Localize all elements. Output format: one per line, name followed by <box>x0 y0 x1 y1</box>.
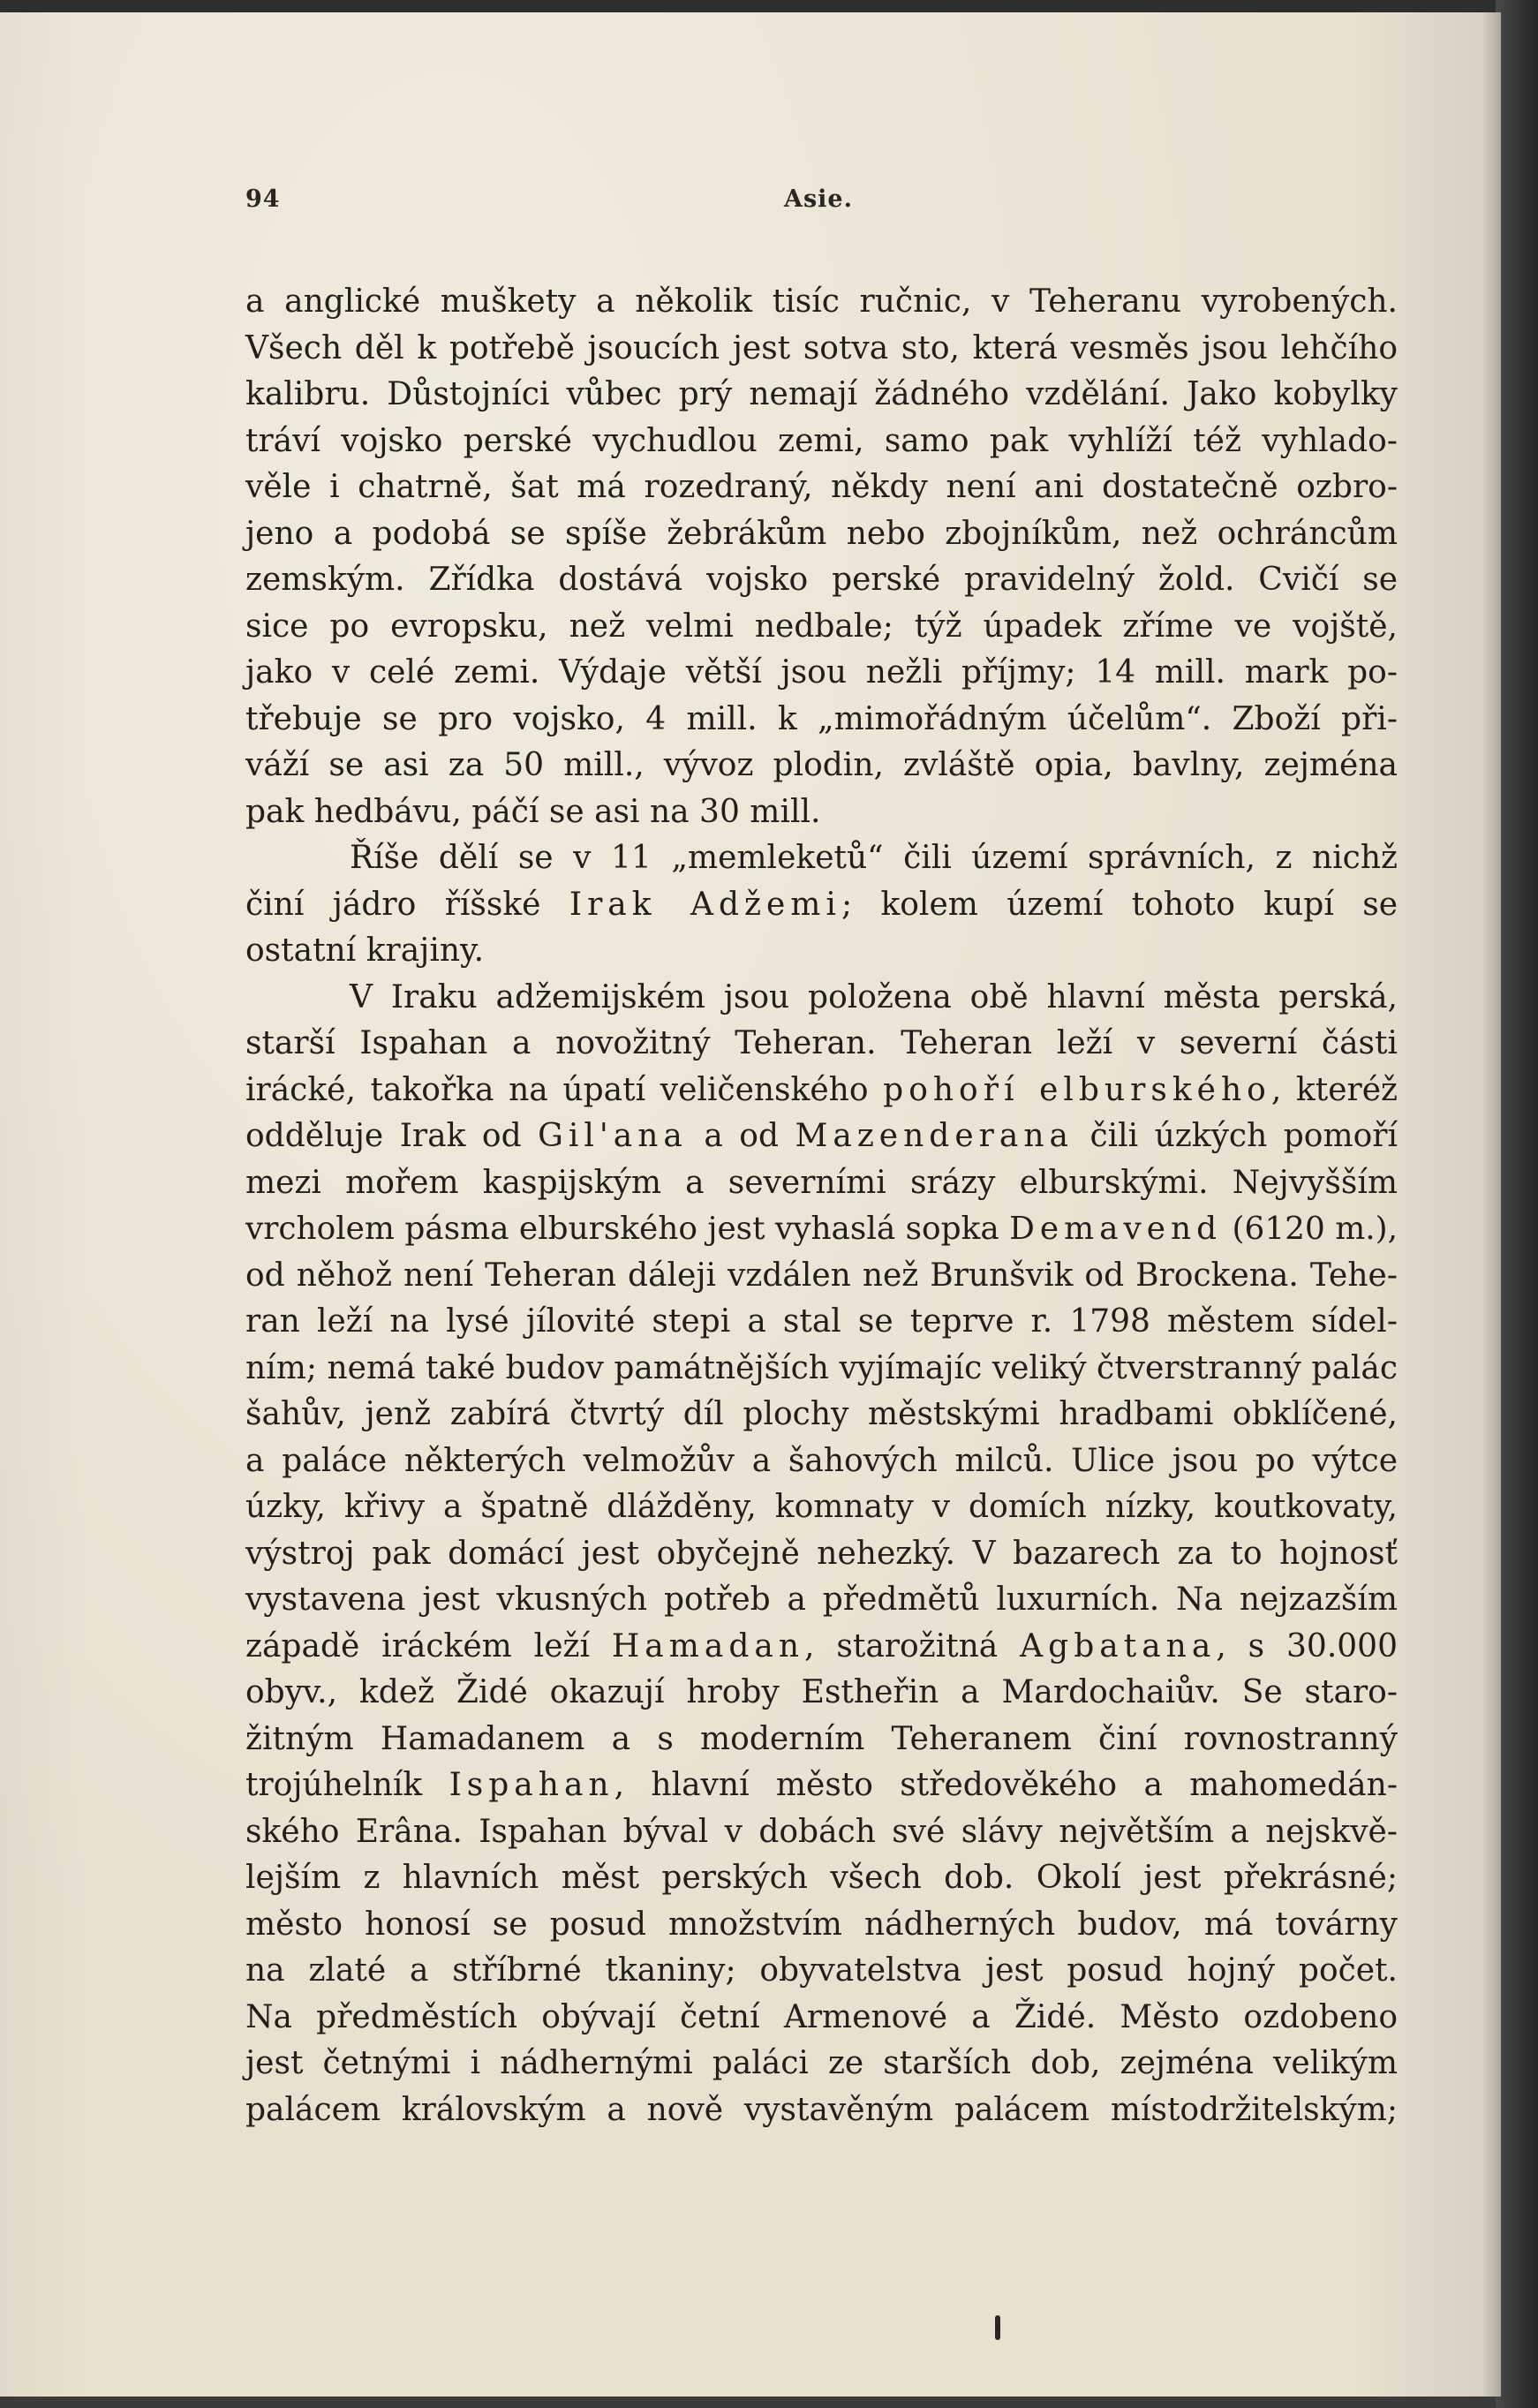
text-line: jako v celé zemi. Výdaje větší jsou nežli příjmy; 14 mill. mark po- <box>245 654 1398 691</box>
body-text <box>245 279 1398 2133</box>
text-line: obyv., kdež Židé okazují hroby Estheřin a Mardochaiův. Se staro- <box>245 1674 1398 1710</box>
text-line: západě iráckém leží Hamadan, starožitná Agbatana, s 30.000 <box>245 1627 1398 1664</box>
paragraph-start-line: V Iraku adžemijském jsou položena obě hlavní města perská, <box>350 978 1398 1015</box>
text-line: odděluje Irak od Gil'ana a od Mazenderana čili úzkých pomoří <box>245 1118 1399 1154</box>
text-line: a paláce některých velmožův a šahových milců. Ulice jsou po výtce <box>245 1442 1398 1479</box>
text-line: sice po evropsku, než velmi nedbale; týž úpadek zříme ve vojště, <box>245 608 1398 645</box>
text-line: vrcholem pásma elburského jest vyhaslá sopka Demavend (6120 m.), <box>245 1211 1399 1247</box>
text-line: výstroj pak domácí jest obyčejně nehezký. V bazarech za to hojnosť <box>245 1535 1398 1572</box>
text-line: jest četnými i nádhernými paláci ze starších dob, zejména velikým <box>245 2045 1398 2081</box>
text-line: starší Ispahan a novožitný Teheran. Teheran leží v severní části <box>245 1025 1398 1061</box>
text-line: na zlaté a stříbrné tkaniny; obyvatelstva jest posud hojný počet. <box>245 1952 1398 1989</box>
text-line: lejším z hlavních měst perských všech dob. Okolí jest překrásné; <box>245 1860 1398 1896</box>
text-line: irácké, takořka na úpatí veličenského pohoří elburského, kteréž <box>245 1071 1398 1108</box>
text-line: kalibru. Důstojníci vůbec prý nemají žádného vzdělání. Jako kobylky <box>245 376 1398 412</box>
running-title: Asie. <box>784 185 853 213</box>
paragraph-end-line: pak hedbávu, páčí se asi na 30 mill. <box>245 793 821 830</box>
page-edge-shadow <box>1481 12 1501 2397</box>
text-line: Všech děl k potřebě jsoucích jest sotva sto, která vesměs jsou lehčího <box>245 329 1398 366</box>
paragraph-end-line: ostatní krajiny. <box>245 932 485 969</box>
text-line: Na předměstích obývají četní Armenové a Židé. Město ozdobeno <box>245 1998 1398 2035</box>
text-line: žitným Hamadanem a s moderním Teheranem činí rovnostranný <box>245 1720 1398 1757</box>
text-line: jeno a podobá se spíše žebrákům nebo zbojníkům, než ochráncům <box>245 515 1398 552</box>
text-line: palácem královským a nově vystavěným palácem místodržitelským; <box>245 2091 1398 2128</box>
text-line: váží se asi za 50 mill., vývoz plodin, zvláště opia, bavlny, zejména <box>245 747 1398 783</box>
book-page <box>0 12 1501 2397</box>
text-line: činí jádro říšské Irak Adžemi; kolem území tohoto kupí se <box>245 886 1398 923</box>
text-line: a anglické muškety a několik tisíc ručnic, v Teheranu vyrobených. <box>245 283 1398 320</box>
ink-mark <box>995 2315 1000 2340</box>
text-line: úzky, křivy a špatně dlážděny, komnaty v domích nízky, koutkovaty, <box>245 1489 1398 1525</box>
text-line: vystavena jest vkusných potřeb a předmětů luxurních. Na nejzazším <box>245 1581 1398 1618</box>
text-line: ského Erâna. Ispahan býval v dobách své slávy největším a nejskvě- <box>245 1813 1398 1850</box>
paragraph-start-line: Říše dělí se v 11 „memleketů“ čili území správních, z nichž <box>350 840 1398 876</box>
text-line: trojúhelník Ispahan, hlavní město středověkého a mahomedán- <box>245 1767 1398 1803</box>
text-line: mezi mořem kaspijským a severními srázy elburskými. Nejvyšším <box>245 1164 1398 1201</box>
text-line: ran leží na lysé jílovité stepi a stal se teprve r. 1798 městem sídel- <box>245 1303 1398 1340</box>
scan-border-right <box>1496 0 1538 2408</box>
page-number: 94 <box>245 185 281 213</box>
text-line: věle i chatrně, šat má rozedraný, někdy není ani dostatečně ozbro- <box>245 469 1398 505</box>
text-line: od něhož není Teheran dáleji vzdálen než Brunšvik od Brockena. Tehe- <box>245 1257 1398 1294</box>
text-line: zemským. Zřídka dostává vojsko perské pravidelný žold. Cvičí se <box>245 562 1398 598</box>
text-line: město honosí se posud množstvím nádherných budov, má továrny <box>245 1906 1398 1943</box>
text-line: tráví vojsko perské vychudlou zemi, samo pak vyhlíží též vyhlado- <box>245 422 1398 459</box>
text-line: šahův, jenž zabírá čtvrtý díl plochy městskými hradbami obklíčené, <box>245 1396 1398 1432</box>
text-line: třebuje se pro vojsko, 4 mill. k „mimořádným účelům“. Zboží při- <box>245 700 1398 737</box>
running-header <box>245 185 1398 221</box>
text-line: ním; nemá také budov památnějších vyjímajíc veliký čtverstranný palác <box>245 1349 1398 1386</box>
